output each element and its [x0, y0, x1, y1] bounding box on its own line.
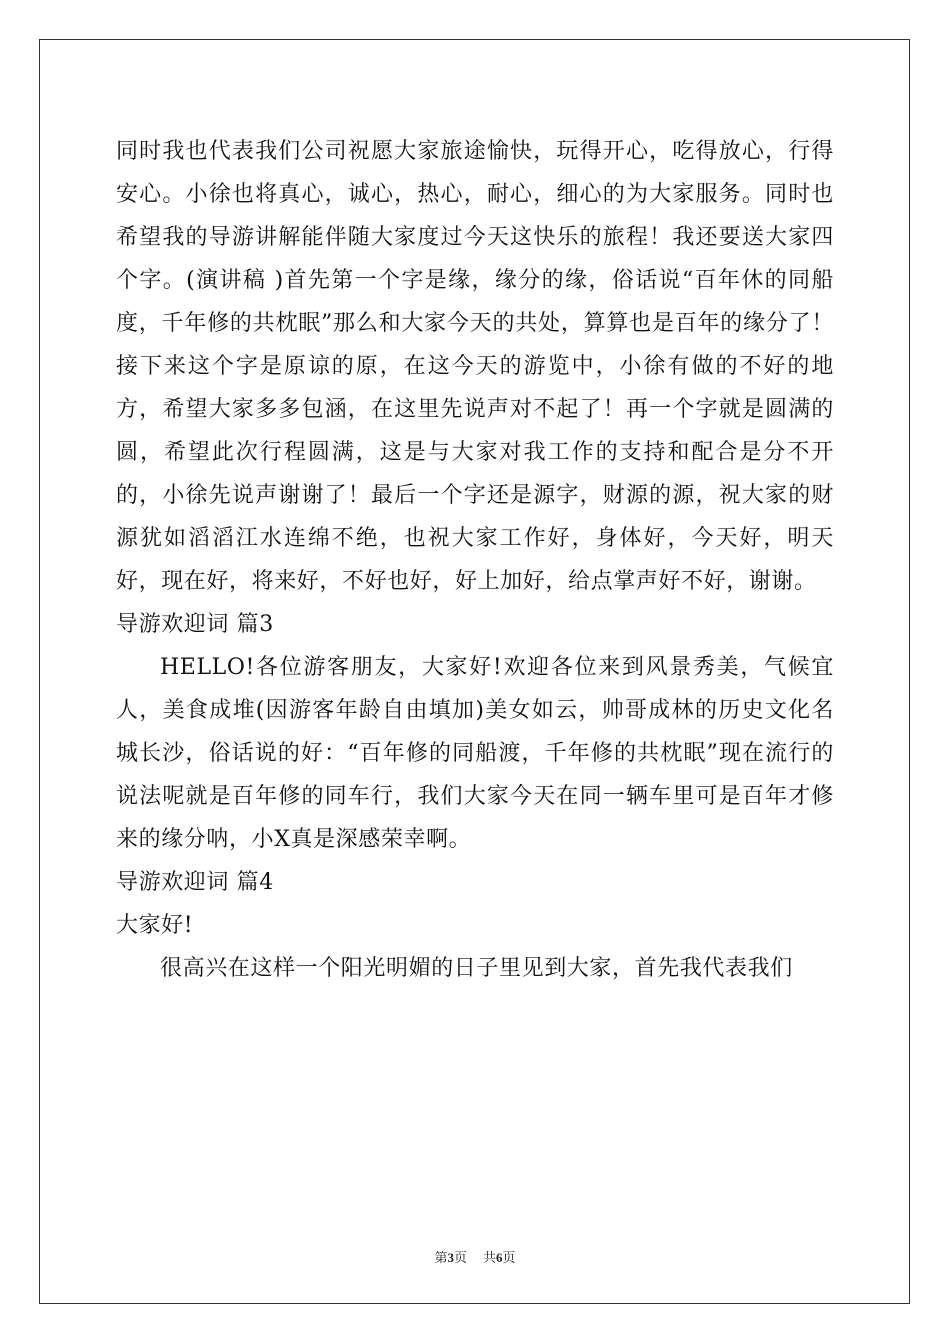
footer-total-suffix: 页 [502, 1251, 516, 1266]
footer-total-pages: 6 [496, 1250, 503, 1265]
footer-page-suffix: 页 [453, 1251, 467, 1266]
document-body [116, 130, 834, 990]
page-footer [0, 1247, 950, 1266]
section-heading-4: 导游欢迎词 篇4 [116, 870, 274, 895]
footer-current-page: 3 [447, 1250, 454, 1265]
paragraph-greeting: 大家好! [116, 913, 194, 938]
paragraph-happy-to-meet: 很高兴在这样一个阳光明媚的日子里见到大家，首先我代表我们 [160, 956, 793, 981]
footer-total-prefix: 共 [483, 1251, 497, 1266]
footer-prefix: 第 [434, 1251, 448, 1266]
paragraph-hello-guests: HELLO!各位游客朋友，大家好!欢迎各位来到风景秀美，气候宜人，美食成堆(因游客年龄自由填加)美女如云，帅哥成林的历史文化名城长沙，俗话说的好：“百年修的同船渡，千年修的共枕眠”现在流行的说法呢就是百年修的同车行，我们大家今天在同一辆车里可是百年才修来的缘分呐，小X真是深感荣幸啊。 [116, 655, 834, 852]
paragraph-welcome-speech-continued: 同时我也代表我们公司祝愿大家旅途愉快，玩得开心，吃得放心，行得安心。小徐也将真心，诚心，热心，耐心，细心的为大家服务。同时也希望我的导游讲解能伴随大家度过今天这快乐的旅程！我还要送大家四个字。(演讲稿 )首先第一个字是缘，缘分的缘，俗话说“百年休的同船度，千年修的共枕眠”那么和大家今天的共处，算算也是百年的缘分了！接下来这个字是原谅的原，在这今天的游览中，小徐有做的不好的地方，希望大家多多包涵，在这里先说声对不起了！再一个字就是圆满的圆，希望此次行程圆满，这是与大家对我工作的支持和配合是分不开的，小徐先说声谢谢了！最后一个字还是源字，财源的源，祝大家的财源犹如滔滔江水连绵不绝，也祝大家工作好，身体好，今天好，明天好，现在好，将来好，不好也好，好上加好，给点掌声好不好，谢谢。 [116, 139, 834, 594]
section-heading-3: 导游欢迎词 篇3 [116, 612, 274, 637]
